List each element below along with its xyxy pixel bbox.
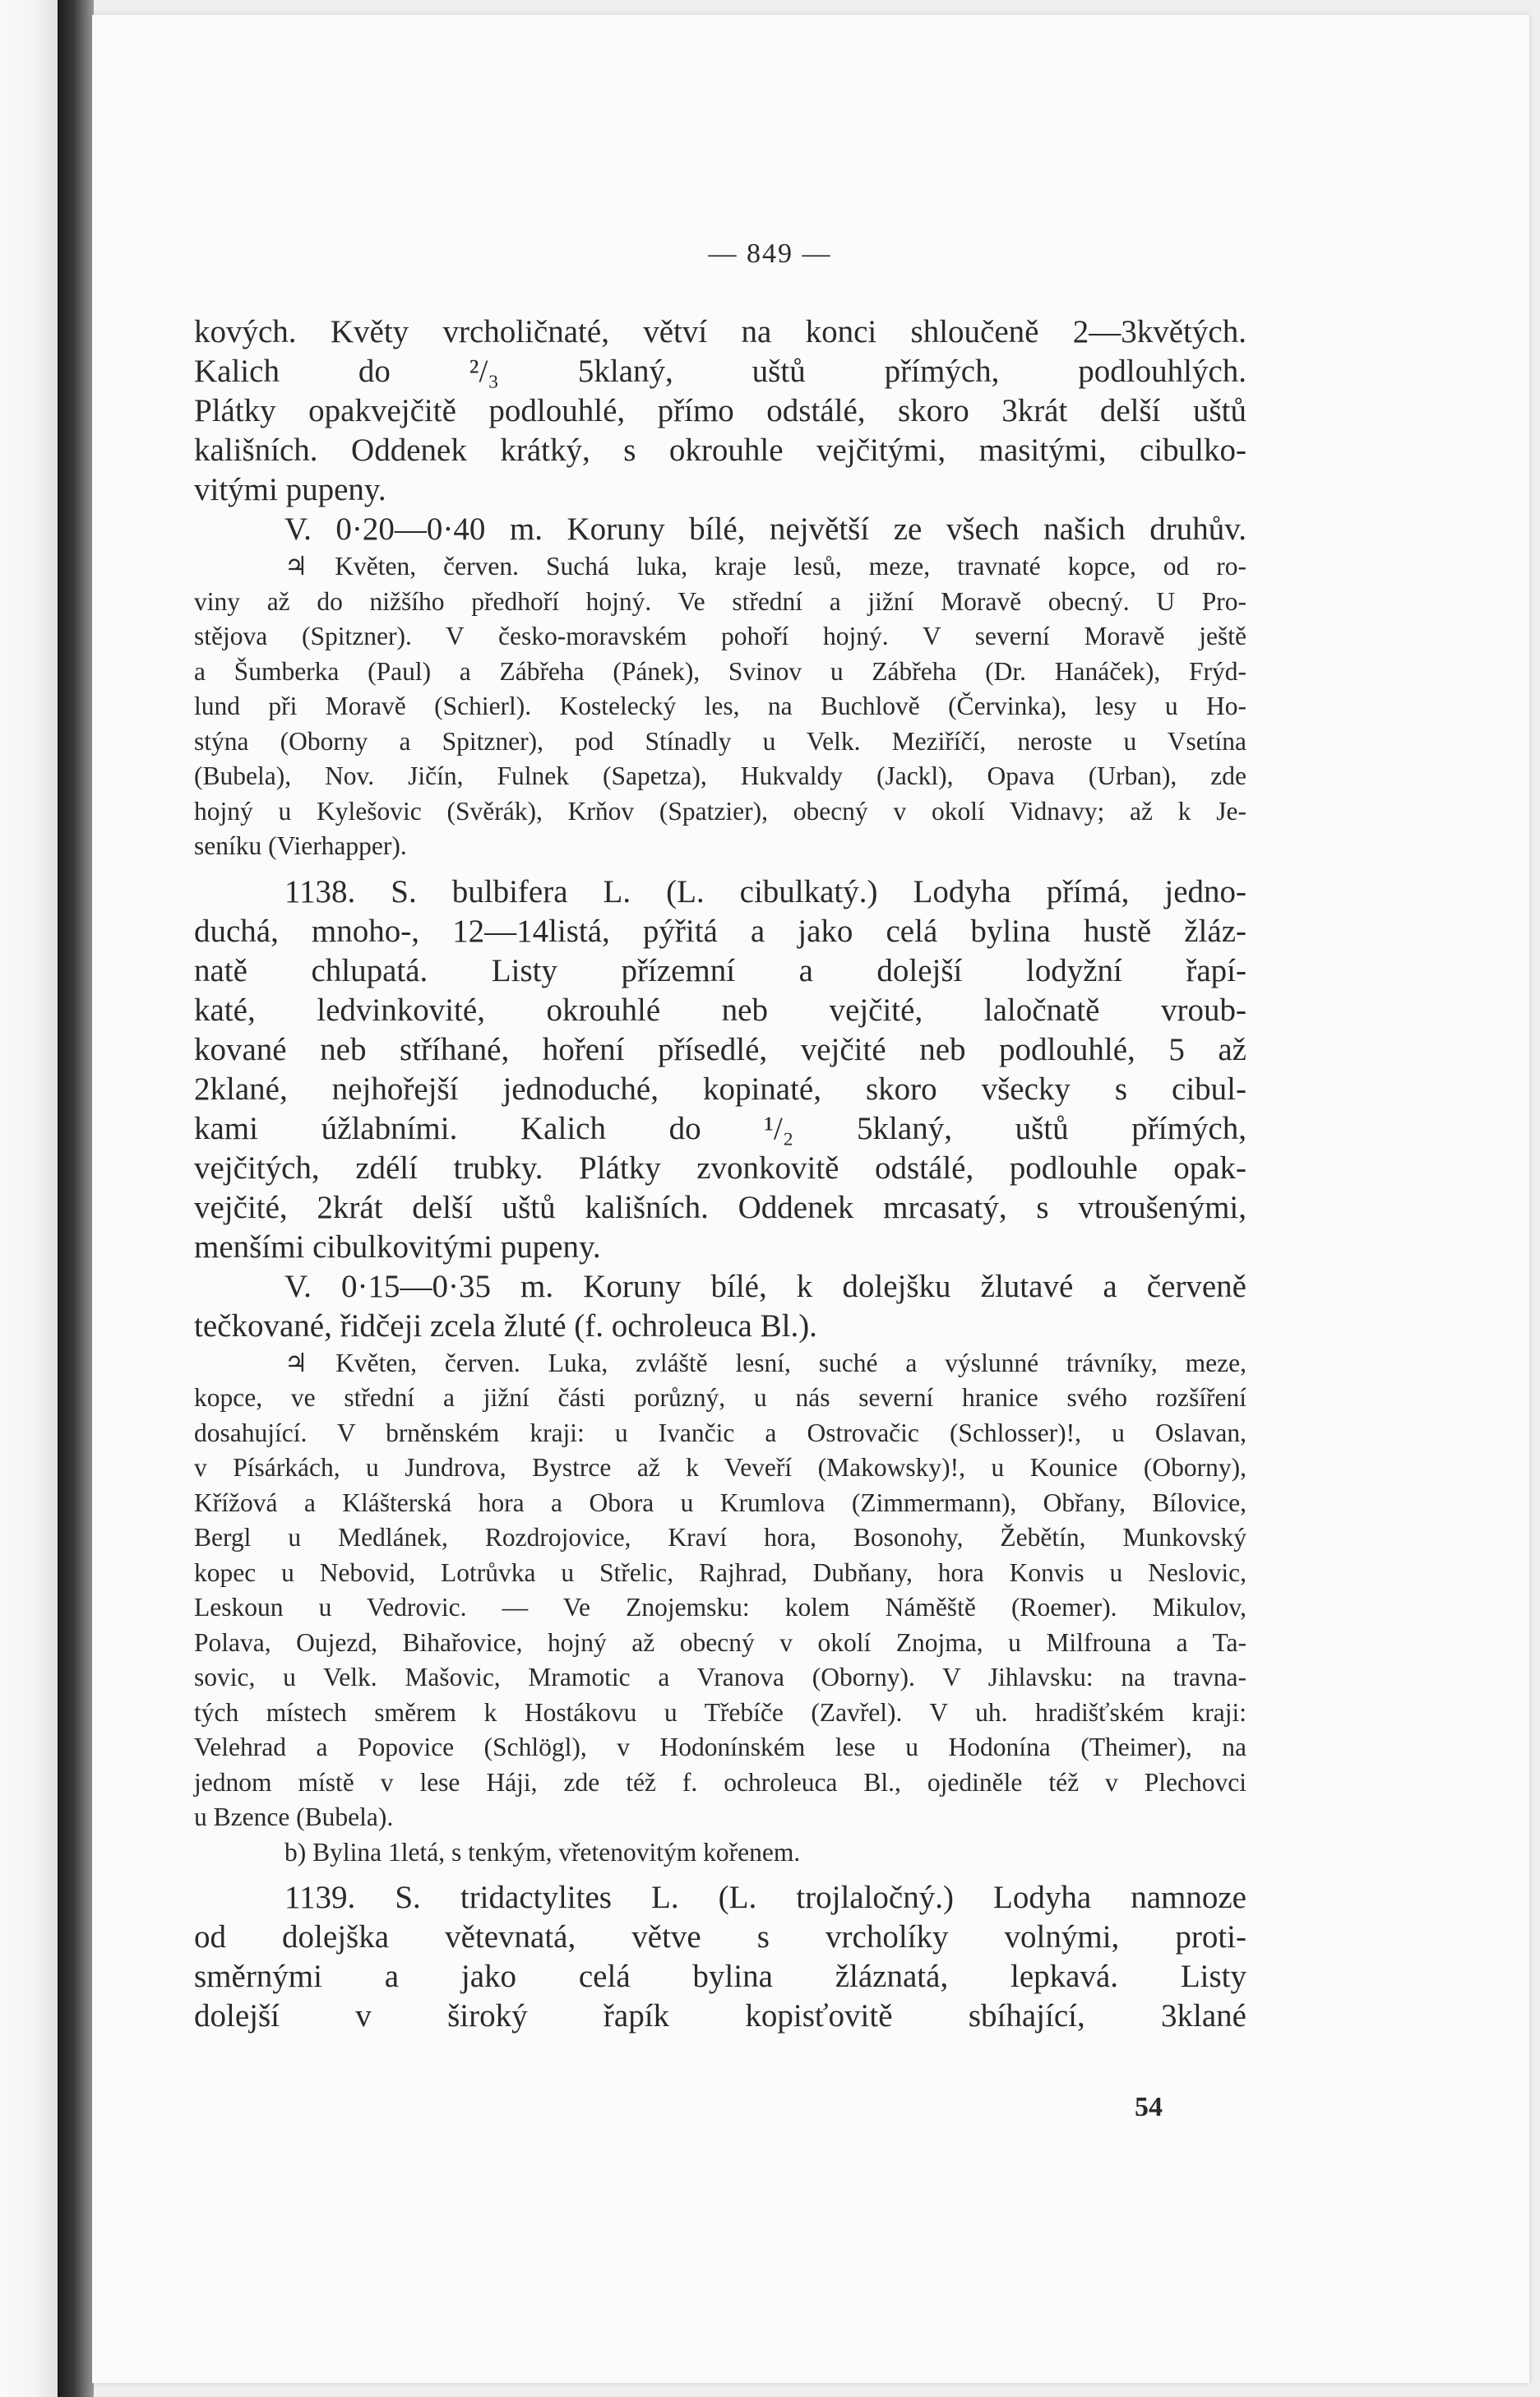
text-line: b) Bylina 1letá, s tenkým, vřetenovitým kořenem. (284, 1837, 801, 1867)
text-line: od dolejška větevnatá, větve s vrcholíky volnými, proti- (194, 1919, 1246, 1955)
text-line: Bergl u Medlánek, Rozdrojovice, Kraví hora, Bosonohy, Žebětín, Munkovský (194, 1523, 1246, 1552)
text-line: kopec u Nebovid, Lotrůvka u Střelic, Rajhrad, Dubňany, hora Konvis u Neslovic, (194, 1557, 1246, 1587)
text-line: a Šumberka (Paul) a Zábřeha (Pánek), Svinov u Zábřeha (Dr. Hanáček), Frýd- (194, 656, 1246, 686)
text-line: Leskoun u Vedrovic. — Ve Znojemsku: kolem Náměště (Roemer). Mikulov, (194, 1593, 1246, 1622)
text-line: hojný u Kylešovic (Svěrák), Krňov (Spatzier), obecný v okolí Vidnavy; až k Je- (194, 796, 1246, 826)
text-line: kopce, ve střední a jižní části porůzný, u nás severní hranice svého rozšíření (194, 1383, 1246, 1412)
text-line: Polava, Oujezd, Bihařovice, hojný až obecný v okolí Znojma, u Milfrouna a Ta- (194, 1627, 1246, 1657)
text-line: vitými pupeny. (194, 472, 386, 507)
previous-page-edge (0, 0, 58, 2397)
text-line: kových. Květy vrcholičnaté, větví na konci shloučeně 2—3květých. (194, 314, 1246, 349)
text-line: katé, ledvinkovité, okrouhlé neb vejčité, laločnatě vroub- (194, 992, 1246, 1028)
text-line: ♃ Květen, červen. Luka, zvláště lesní, suché a výslunné trávníky, meze, (284, 1348, 1246, 1377)
text-line: duchá, mnoho-, 12—14listá, pýřitá a jako celá bylina hustě žláz- (194, 913, 1246, 949)
body-text (194, 312, 1246, 2036)
text-line: směrnými a jako celá bylina žláznatá, lepkavá. Listy (194, 1959, 1246, 1994)
text-line: Kalich do ²/₃ 5klaný, uštů přímých, podlouhlých. (194, 354, 1246, 389)
text-line: sovic, u Velk. Mašovic, Mramotic a Vranova (Oborny). V Jihlavsku: na travna- (194, 1663, 1246, 1691)
text-line: tečkované, řidčeji zcela žluté (f. ochroleuca Bl.). (194, 1307, 817, 1344)
text-line: viny až do nižšího předhoří hojný. Ve střední a jižní Moravě obecný. U Pro- (194, 586, 1246, 616)
text-line: kami úžlabními. Kalich do ¹/₂ 5klaný, uštů přímých, (194, 1110, 1246, 1146)
text-line: seníku (Vierhapper). (194, 831, 407, 860)
text-line: (Bubela), Nov. Jičín, Fulnek (Sapetza), Hukvaldy (Jackl), Opava (Urban), zde (194, 761, 1246, 790)
text-line: stýna (Oborny a Spitzner), pod Stínadly u Velk. Meziříčí, neroste u Vsetína (194, 726, 1246, 756)
text-line: lund při Moravě (Schierl). Kostelecký les, na Buchlově (Červinka), lesy u Ho- (194, 692, 1246, 720)
text-line: 1138. S. bulbifera L. (L. cibulkatý.) Lodyha přímá, jedno- (284, 873, 1246, 909)
text-line: tých místech směrem k Hostákovu u Třebíče (Zavřel). V uh. hradišťském kraji: (194, 1697, 1246, 1727)
text-line: kališních. Oddenek krátký, s okrouhle vejčitými, masitými, cibulko- (194, 433, 1246, 468)
page-number: — 849 — (708, 238, 832, 269)
text-line: vejčitých, zdélí trubky. Plátky zvonkovitě odstálé, podlouhle opak- (194, 1150, 1246, 1186)
text-line: kované neb stříhané, hoření přísedlé, vejčité neb podlouhlé, 5 až (194, 1031, 1246, 1067)
text-line: dolejší v široký řapík kopisťovitě sbíhající, 3klané (194, 1998, 1246, 2034)
text-line: natě chlupatá. Listy přízemní a dolejší lodyžní řapí- (194, 952, 1246, 988)
text-line: 1139. S. tridactylites L. (L. trojlaločný.) Lodyha namnoze (284, 1880, 1246, 1915)
text-line: v Písárkách, u Jundrova, Bystrce až k Veveří (Makowsky)!, u Kounice (Oborny), (194, 1453, 1246, 1482)
text-line: dosahující. V brněnském kraji: u Ivančic a Ostrovačic (Schlosser)!, u Oslavan, (194, 1418, 1246, 1447)
text-line: menšími cibulkovitými pupeny. (194, 1229, 601, 1265)
text-line: Plátky opakvejčitě podlouhlé, přímo odstálé, skoro 3krát delší uštů (194, 393, 1246, 428)
spacer (194, 1870, 1246, 1878)
text-line: V. 0·20—0·40 m. Koruny bílé, největší ze všech našich druhův. (284, 511, 1246, 547)
text-line: 2klané, nejhořejší jednoduché, kopinaté, skoro všecky s cibul- (194, 1071, 1246, 1107)
spacer (194, 864, 1246, 872)
book-gutter (58, 0, 94, 2397)
signature-mark: 54 (1135, 2092, 1163, 2122)
text-line: vejčité, 2krát delší uštů kališních. Oddenek mrcasatý, s vtroušenými, (194, 1189, 1246, 1225)
text-line: stějova (Spitzner). V česko-moravském pohoří hojný. V severní Moravě ještě (194, 622, 1246, 650)
text-line: ♃ Květen, červen. Suchá luka, kraje lesů, meze, travnaté kopce, od ro- (284, 552, 1246, 581)
text-line: Křížová a Klášterská hora a Obora u Krumlova (Zimmermann), Obřany, Bílovice, (194, 1488, 1246, 1517)
text-line: Velehrad a Popovice (Schlögl), v Hodonínském lese u Hodonína (Theimer), na (194, 1733, 1246, 1761)
text-line: V. 0·15—0·35 m. Koruny bílé, k dolejšku žlutavé a červeně (284, 1268, 1246, 1304)
text-line: u Bzence (Bubela). (194, 1802, 394, 1831)
text-line: jednom místě v lese Háji, zde též f. ochroleuca Bl., ojediněle též v Plechovci (194, 1767, 1246, 1797)
